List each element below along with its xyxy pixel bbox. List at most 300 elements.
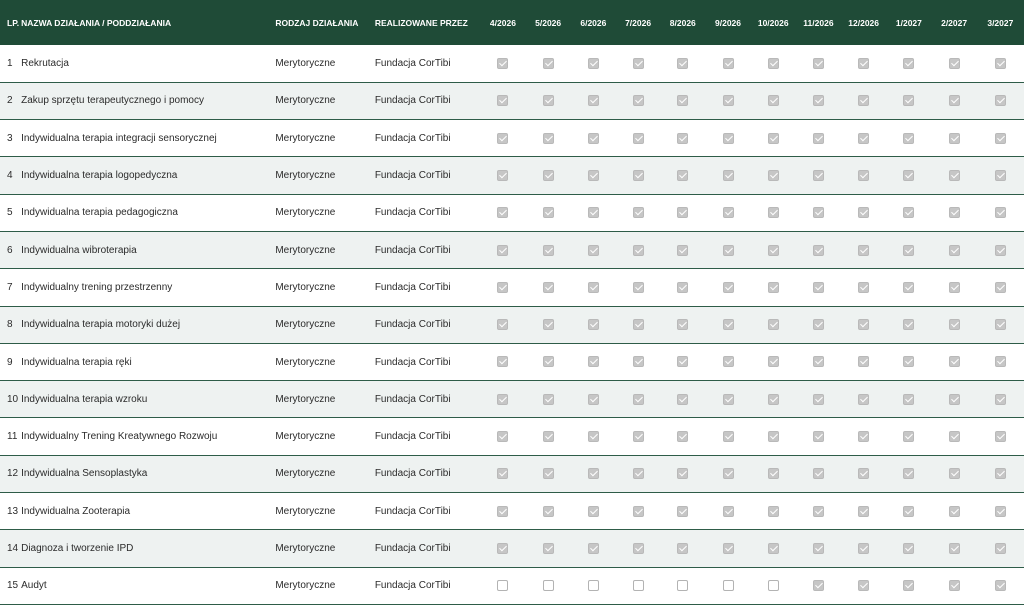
checked-checkbox-icon[interactable] [633, 133, 644, 144]
checked-checkbox-icon[interactable] [949, 95, 960, 106]
checked-checkbox-icon[interactable] [995, 133, 1006, 144]
month-cell [977, 157, 1024, 194]
month-cell [660, 45, 705, 82]
month-cell [931, 381, 976, 418]
month-cell [616, 120, 660, 157]
checked-checkbox-icon[interactable] [497, 468, 508, 479]
checked-checkbox-icon[interactable] [813, 319, 824, 330]
month-cell [886, 157, 931, 194]
month-cell [886, 455, 931, 492]
month-cell [841, 157, 886, 194]
month-cell [886, 493, 931, 530]
checked-checkbox-icon[interactable] [813, 245, 824, 256]
checked-checkbox-icon[interactable] [497, 245, 508, 256]
row-by: Fundacja CorTibi [374, 505, 451, 517]
checked-checkbox-icon[interactable] [858, 245, 869, 256]
checked-checkbox-icon[interactable] [903, 356, 914, 367]
header-type: RODZAJ DZIAŁANIA [275, 17, 359, 28]
checked-checkbox-icon[interactable] [949, 319, 960, 330]
checked-checkbox-icon[interactable] [723, 543, 734, 554]
checked-checkbox-icon[interactable] [543, 319, 554, 330]
checked-checkbox-icon[interactable] [677, 543, 688, 554]
checked-checkbox-icon[interactable] [677, 170, 688, 181]
checked-checkbox-icon[interactable] [903, 133, 914, 144]
checked-checkbox-icon[interactable] [813, 170, 824, 181]
row-type: Merytoryczne [275, 57, 336, 69]
checked-checkbox-icon[interactable] [543, 282, 554, 293]
checked-checkbox-icon[interactable] [588, 133, 599, 144]
header-month: 7/2026 [625, 17, 652, 28]
checked-checkbox-icon[interactable] [858, 207, 869, 218]
month-cell [660, 381, 705, 418]
checked-checkbox-icon[interactable] [768, 282, 779, 293]
header-name: NAZWA DZIAŁANIA / PODDZIAŁANIA [21, 17, 172, 28]
checked-checkbox-icon[interactable] [588, 207, 599, 218]
header-month: 3/2027 [987, 17, 1014, 28]
checked-checkbox-icon[interactable] [858, 431, 869, 442]
month-cell [526, 269, 571, 306]
unchecked-checkbox-icon[interactable] [723, 580, 734, 591]
checked-checkbox-icon[interactable] [813, 506, 824, 517]
month-cell [751, 343, 796, 380]
month-cell [796, 269, 841, 306]
checked-checkbox-icon[interactable] [903, 506, 914, 517]
checked-checkbox-icon[interactable] [995, 394, 1006, 405]
table-row [0, 82, 1024, 119]
month-cell [977, 45, 1024, 82]
checked-checkbox-icon[interactable] [949, 58, 960, 69]
checked-checkbox-icon[interactable] [995, 58, 1006, 69]
checked-checkbox-icon[interactable] [768, 58, 779, 69]
month-cell [660, 82, 705, 119]
checked-checkbox-icon[interactable] [633, 506, 644, 517]
month-cell [705, 530, 750, 567]
month-cell [886, 194, 931, 231]
row-type: Merytoryczne [275, 393, 336, 405]
month-cell [660, 306, 705, 343]
unchecked-checkbox-icon[interactable] [633, 580, 644, 591]
month-cell [841, 418, 886, 455]
month-cell [796, 493, 841, 530]
month-cell [526, 418, 571, 455]
checked-checkbox-icon[interactable] [588, 245, 599, 256]
month-cell [660, 530, 705, 567]
month-cell [660, 269, 705, 306]
row-lp: 8 [7, 319, 13, 331]
checked-checkbox-icon[interactable] [633, 356, 644, 367]
month-cell [660, 493, 705, 530]
checked-checkbox-icon[interactable] [768, 170, 779, 181]
header-month: 6/2026 [580, 17, 607, 28]
month-cell [841, 120, 886, 157]
row-lp: 12 [7, 468, 19, 480]
checked-checkbox-icon[interactable] [949, 506, 960, 517]
checked-checkbox-icon[interactable] [903, 580, 914, 591]
month-cell [796, 455, 841, 492]
checked-checkbox-icon[interactable] [543, 58, 554, 69]
row-by: Fundacja CorTibi [374, 281, 451, 293]
checked-checkbox-icon[interactable] [543, 394, 554, 405]
checked-checkbox-icon[interactable] [949, 245, 960, 256]
checked-checkbox-icon[interactable] [949, 580, 960, 591]
checked-checkbox-icon[interactable] [949, 170, 960, 181]
checked-checkbox-icon[interactable] [497, 282, 508, 293]
checked-checkbox-icon[interactable] [497, 356, 508, 367]
month-cell [931, 82, 976, 119]
checked-checkbox-icon[interactable] [949, 282, 960, 293]
checked-checkbox-icon[interactable] [768, 468, 779, 479]
month-cell [841, 493, 886, 530]
checked-checkbox-icon[interactable] [858, 282, 869, 293]
month-cell [841, 530, 886, 567]
checked-checkbox-icon[interactable] [677, 356, 688, 367]
checked-checkbox-icon[interactable] [995, 431, 1006, 442]
checked-checkbox-icon[interactable] [768, 543, 779, 554]
checked-checkbox-icon[interactable] [723, 282, 734, 293]
checked-checkbox-icon[interactable] [497, 431, 508, 442]
month-cell [841, 194, 886, 231]
checked-checkbox-icon[interactable] [677, 133, 688, 144]
month-cell [751, 381, 796, 418]
row-type: Merytoryczne [275, 580, 336, 592]
checked-checkbox-icon[interactable] [858, 356, 869, 367]
checked-checkbox-icon[interactable] [723, 95, 734, 106]
row-lp: 4 [7, 170, 13, 182]
checked-checkbox-icon[interactable] [588, 468, 599, 479]
checked-checkbox-icon[interactable] [858, 95, 869, 106]
checked-checkbox-icon[interactable] [633, 245, 644, 256]
row-by: Fundacja CorTibi [374, 207, 451, 219]
checked-checkbox-icon[interactable] [677, 468, 688, 479]
checked-checkbox-icon[interactable] [723, 133, 734, 144]
checked-checkbox-icon[interactable] [677, 58, 688, 69]
month-cell [931, 306, 976, 343]
header-month: 8/2026 [669, 17, 696, 28]
checked-checkbox-icon[interactable] [903, 394, 914, 405]
row-type: Merytoryczne [275, 431, 336, 443]
table-row [0, 455, 1024, 492]
month-cell [526, 82, 571, 119]
checked-checkbox-icon[interactable] [543, 356, 554, 367]
checked-checkbox-icon[interactable] [995, 468, 1006, 479]
checked-checkbox-icon[interactable] [588, 58, 599, 69]
month-cell [480, 567, 525, 604]
row-lp: 5 [7, 207, 13, 219]
checked-checkbox-icon[interactable] [677, 245, 688, 256]
checked-checkbox-icon[interactable] [858, 394, 869, 405]
checked-checkbox-icon[interactable] [903, 431, 914, 442]
month-cell [796, 120, 841, 157]
month-cell [931, 343, 976, 380]
month-cell [616, 493, 660, 530]
checked-checkbox-icon[interactable] [588, 95, 599, 106]
checked-checkbox-icon[interactable] [723, 394, 734, 405]
row-name: Audyt [21, 580, 47, 592]
checked-checkbox-icon[interactable] [858, 133, 869, 144]
checked-checkbox-icon[interactable] [543, 543, 554, 554]
month-cell [571, 269, 616, 306]
checked-checkbox-icon[interactable] [995, 170, 1006, 181]
month-cell [751, 306, 796, 343]
month-cell [571, 194, 616, 231]
checked-checkbox-icon[interactable] [677, 95, 688, 106]
month-cell [660, 120, 705, 157]
row-type: Merytoryczne [275, 468, 336, 480]
month-cell [931, 530, 976, 567]
checked-checkbox-icon[interactable] [903, 95, 914, 106]
row-by: Fundacja CorTibi [374, 356, 451, 368]
checked-checkbox-icon[interactable] [813, 431, 824, 442]
month-cell [480, 530, 525, 567]
checked-checkbox-icon[interactable] [768, 207, 779, 218]
month-cell [660, 567, 705, 604]
row-name: Diagnoza i tworzenie IPD [21, 543, 134, 554]
month-cell [480, 82, 525, 119]
month-cell [886, 530, 931, 567]
month-cell [616, 45, 660, 82]
checked-checkbox-icon[interactable] [497, 58, 508, 69]
checked-checkbox-icon[interactable] [858, 58, 869, 69]
month-cell [751, 120, 796, 157]
checked-checkbox-icon[interactable] [813, 133, 824, 144]
checked-checkbox-icon[interactable] [723, 431, 734, 442]
checked-checkbox-icon[interactable] [858, 170, 869, 181]
checked-checkbox-icon[interactable] [588, 356, 599, 367]
checked-checkbox-icon[interactable] [995, 356, 1006, 367]
month-cell [751, 45, 796, 82]
checked-checkbox-icon[interactable] [633, 543, 644, 554]
month-cell [751, 567, 796, 604]
checked-checkbox-icon[interactable] [813, 95, 824, 106]
row-type: Merytoryczne [275, 543, 336, 554]
month-cell [796, 306, 841, 343]
month-cell [886, 381, 931, 418]
checked-checkbox-icon[interactable] [633, 468, 644, 479]
checked-checkbox-icon[interactable] [813, 394, 824, 405]
checked-checkbox-icon[interactable] [903, 245, 914, 256]
checked-checkbox-icon[interactable] [949, 133, 960, 144]
month-cell [977, 381, 1024, 418]
checked-checkbox-icon[interactable] [995, 282, 1006, 293]
checked-checkbox-icon[interactable] [588, 431, 599, 442]
checked-checkbox-icon[interactable] [949, 356, 960, 367]
unchecked-checkbox-icon[interactable] [768, 580, 779, 591]
checked-checkbox-icon[interactable] [497, 170, 508, 181]
checked-checkbox-icon[interactable] [995, 506, 1006, 517]
checked-checkbox-icon[interactable] [588, 394, 599, 405]
checked-checkbox-icon[interactable] [995, 543, 1006, 554]
checked-checkbox-icon[interactable] [677, 282, 688, 293]
checked-checkbox-icon[interactable] [723, 170, 734, 181]
checked-checkbox-icon[interactable] [677, 506, 688, 517]
month-cell [841, 567, 886, 604]
checked-checkbox-icon[interactable] [633, 170, 644, 181]
checked-checkbox-icon[interactable] [723, 506, 734, 517]
checked-checkbox-icon[interactable] [497, 319, 508, 330]
checked-checkbox-icon[interactable] [723, 319, 734, 330]
checked-checkbox-icon[interactable] [543, 468, 554, 479]
unchecked-checkbox-icon[interactable] [588, 580, 599, 591]
table-row [0, 493, 1024, 530]
checked-checkbox-icon[interactable] [723, 245, 734, 256]
checked-checkbox-icon[interactable] [543, 245, 554, 256]
month-cell [705, 120, 750, 157]
row-by: Fundacja CorTibi [374, 393, 451, 405]
checked-checkbox-icon[interactable] [633, 207, 644, 218]
unchecked-checkbox-icon[interactable] [543, 580, 554, 591]
header-month: 2/2027 [941, 17, 968, 28]
table-row [0, 530, 1024, 567]
checked-checkbox-icon[interactable] [858, 319, 869, 330]
row-lp: 2 [7, 95, 13, 107]
checked-checkbox-icon[interactable] [543, 506, 554, 517]
checked-checkbox-icon[interactable] [995, 319, 1006, 330]
checked-checkbox-icon[interactable] [903, 170, 914, 181]
checked-checkbox-icon[interactable] [633, 431, 644, 442]
checked-checkbox-icon[interactable] [903, 319, 914, 330]
checked-checkbox-icon[interactable] [858, 506, 869, 517]
checked-checkbox-icon[interactable] [768, 245, 779, 256]
checked-checkbox-icon[interactable] [903, 207, 914, 218]
checked-checkbox-icon[interactable] [949, 468, 960, 479]
checked-checkbox-icon[interactable] [949, 207, 960, 218]
checked-checkbox-icon[interactable] [543, 431, 554, 442]
row-name: Indywidualna Zooterapia [21, 505, 131, 517]
month-cell [571, 493, 616, 530]
month-cell [571, 82, 616, 119]
checked-checkbox-icon[interactable] [768, 506, 779, 517]
row-lp: 11 [7, 431, 18, 443]
checked-checkbox-icon[interactable] [813, 356, 824, 367]
checked-checkbox-icon[interactable] [768, 394, 779, 405]
checked-checkbox-icon[interactable] [543, 133, 554, 144]
month-cell [977, 493, 1024, 530]
checked-checkbox-icon[interactable] [677, 394, 688, 405]
checked-checkbox-icon[interactable] [588, 282, 599, 293]
checked-checkbox-icon[interactable] [723, 207, 734, 218]
month-cell [841, 269, 886, 306]
checked-checkbox-icon[interactable] [633, 282, 644, 293]
checked-checkbox-icon[interactable] [677, 319, 688, 330]
month-cell [886, 343, 931, 380]
checked-checkbox-icon[interactable] [588, 170, 599, 181]
checked-checkbox-icon[interactable] [633, 58, 644, 69]
checked-checkbox-icon[interactable] [768, 133, 779, 144]
month-cell [931, 45, 976, 82]
checked-checkbox-icon[interactable] [995, 245, 1006, 256]
row-lp: 9 [7, 356, 13, 368]
month-cell [616, 306, 660, 343]
row-lp: 15 [7, 580, 19, 592]
checked-checkbox-icon[interactable] [588, 319, 599, 330]
checked-checkbox-icon[interactable] [858, 468, 869, 479]
checked-checkbox-icon[interactable] [813, 468, 824, 479]
month-cell [841, 343, 886, 380]
checked-checkbox-icon[interactable] [497, 207, 508, 218]
checked-checkbox-icon[interactable] [497, 506, 508, 517]
row-type: Merytoryczne [275, 170, 336, 182]
month-cell [571, 120, 616, 157]
month-cell [480, 343, 525, 380]
checked-checkbox-icon[interactable] [903, 58, 914, 69]
month-cell [977, 306, 1024, 343]
checked-checkbox-icon[interactable] [903, 282, 914, 293]
checked-checkbox-icon[interactable] [995, 207, 1006, 218]
month-cell [480, 455, 525, 492]
month-cell [931, 157, 976, 194]
checked-checkbox-icon[interactable] [768, 431, 779, 442]
checked-checkbox-icon[interactable] [995, 580, 1006, 591]
checked-checkbox-icon[interactable] [677, 207, 688, 218]
checked-checkbox-icon[interactable] [633, 95, 644, 106]
row-name: Indywidualna terapia motoryki dużej [21, 319, 181, 331]
month-cell [480, 231, 525, 268]
checked-checkbox-icon[interactable] [768, 95, 779, 106]
checked-checkbox-icon[interactable] [813, 58, 824, 69]
checked-checkbox-icon[interactable] [949, 394, 960, 405]
month-cell [480, 381, 525, 418]
checked-checkbox-icon[interactable] [497, 95, 508, 106]
checked-checkbox-icon[interactable] [949, 543, 960, 554]
month-cell [526, 231, 571, 268]
month-cell [526, 567, 571, 604]
month-cell [751, 157, 796, 194]
month-cell [571, 231, 616, 268]
checked-checkbox-icon[interactable] [588, 543, 599, 554]
checked-checkbox-icon[interactable] [903, 543, 914, 554]
checked-checkbox-icon[interactable] [813, 282, 824, 293]
checked-checkbox-icon[interactable] [543, 207, 554, 218]
month-cell [751, 530, 796, 567]
checked-checkbox-icon[interactable] [633, 319, 644, 330]
month-cell [931, 567, 976, 604]
month-cell [705, 343, 750, 380]
row-name: Indywidualna terapia ręki [21, 356, 132, 368]
checked-checkbox-icon[interactable] [813, 543, 824, 554]
checked-checkbox-icon[interactable] [588, 506, 599, 517]
month-cell [526, 530, 571, 567]
checked-checkbox-icon[interactable] [949, 431, 960, 442]
month-cell [796, 530, 841, 567]
checked-checkbox-icon[interactable] [903, 468, 914, 479]
checked-checkbox-icon[interactable] [723, 58, 734, 69]
checked-checkbox-icon[interactable] [543, 95, 554, 106]
month-cell [480, 493, 525, 530]
checked-checkbox-icon[interactable] [813, 580, 824, 591]
row-type: Merytoryczne [275, 207, 336, 219]
header-month: 10/2026 [757, 17, 789, 28]
checked-checkbox-icon[interactable] [723, 356, 734, 367]
checked-checkbox-icon[interactable] [768, 356, 779, 367]
checked-checkbox-icon[interactable] [497, 394, 508, 405]
checked-checkbox-icon[interactable] [768, 319, 779, 330]
checked-checkbox-icon[interactable] [858, 580, 869, 591]
checked-checkbox-icon[interactable] [497, 543, 508, 554]
month-cell [977, 231, 1024, 268]
checked-checkbox-icon[interactable] [677, 431, 688, 442]
checked-checkbox-icon[interactable] [543, 170, 554, 181]
checked-checkbox-icon[interactable] [497, 133, 508, 144]
header-month: 4/2026 [489, 17, 516, 28]
checked-checkbox-icon[interactable] [813, 207, 824, 218]
month-cell [705, 157, 750, 194]
checked-checkbox-icon[interactable] [723, 468, 734, 479]
unchecked-checkbox-icon[interactable] [497, 580, 508, 591]
unchecked-checkbox-icon[interactable] [677, 580, 688, 591]
checked-checkbox-icon[interactable] [995, 95, 1006, 106]
checked-checkbox-icon[interactable] [858, 543, 869, 554]
checked-checkbox-icon[interactable] [633, 394, 644, 405]
